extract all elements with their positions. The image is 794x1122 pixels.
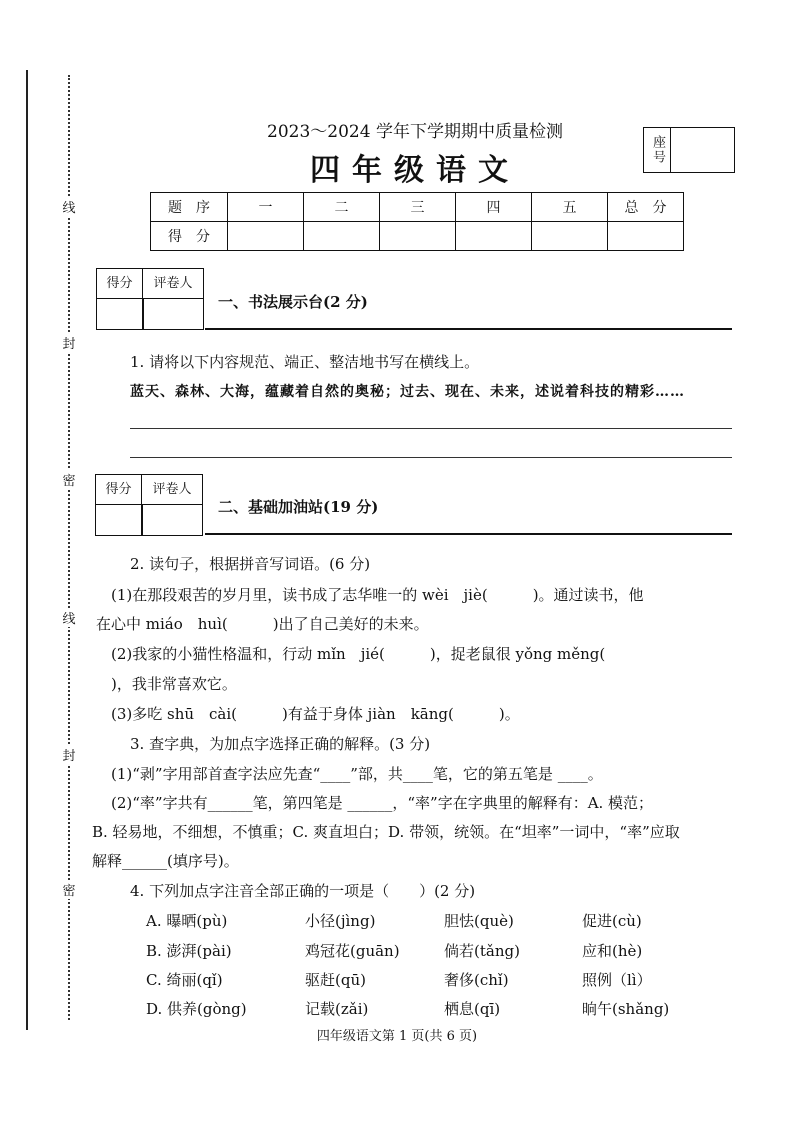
grader-divider	[142, 299, 144, 329]
seal-char: 封	[61, 333, 77, 352]
option-d-item: 栖息(qī)	[444, 1000, 501, 1018]
section-rule	[205, 533, 732, 535]
option-c-item: C. 绮丽(qǐ)	[146, 971, 223, 989]
question-text: 1. 请将以下内容规范、端正、整洁地书写在横线上。	[130, 353, 480, 371]
question-text: B. 轻易地，不细想，不慎重；C. 爽直坦白；D. 带领，统领。在“坦率”一词中，“率”应取	[92, 823, 680, 841]
question-text: )，我非常喜欢它。	[96, 675, 237, 693]
seal-dotted-line	[68, 75, 70, 1020]
seal-char: 封	[61, 745, 77, 764]
grader-reviewer-label: 评卷人	[143, 269, 203, 299]
option-a-item: A. 曝晒(pù)	[146, 912, 228, 930]
writing-line[interactable]	[130, 428, 732, 429]
question-text: (2)“率”字共有______笔，第四笔是 ______，“率”字在字典里的解释有：A. 模范；	[96, 794, 654, 812]
option-a-item: 促进(cù)	[582, 912, 642, 930]
option-b-item: 倘若(tǎng)	[444, 942, 520, 960]
score-cell[interactable]	[228, 222, 304, 251]
option-b-item: 应和(hè)	[582, 942, 643, 960]
option-d-item: D. 供养(gòng)	[146, 1000, 247, 1018]
section-title: 二、基础加油站(19 分)	[218, 498, 379, 516]
table-header-cell: 二	[304, 193, 380, 222]
seal-char: 密	[61, 470, 77, 489]
score-cell[interactable]	[608, 222, 684, 251]
question-text: (2)我家的小猫性格温和，行动 mǐn jié( )，捉老鼠很 yǒng měng(	[96, 645, 606, 663]
table-header-cell: 得 分	[151, 222, 228, 251]
question-text: 解释______(填序号)。	[92, 852, 239, 870]
option-d-item: 晌午(shǎng)	[582, 1000, 670, 1018]
exam-title: 2023～2024 学年下学期期中质量检测	[267, 122, 563, 142]
writing-line[interactable]	[130, 457, 732, 458]
grader-box[interactable]	[95, 474, 203, 536]
score-cell[interactable]	[456, 222, 532, 251]
score-cell[interactable]	[380, 222, 456, 251]
grader-divider	[141, 505, 143, 535]
page-footer: 四年级语文第 1 页(共 6 页)	[316, 1029, 478, 1044]
score-cell[interactable]	[304, 222, 380, 251]
option-a-item: 胆怯(què)	[444, 912, 514, 930]
table-row	[151, 222, 684, 251]
section-title: 一、书法展示台(2 分)	[218, 293, 368, 311]
option-c-item: 照例（lì）	[582, 971, 652, 989]
grader-reviewer-label: 评卷人	[142, 475, 202, 505]
table-header-cell: 一	[228, 193, 304, 222]
table-header-cell: 四	[456, 193, 532, 222]
option-c-item: 驱赶(qū)	[305, 971, 366, 989]
seal-char: 线	[61, 608, 77, 627]
seal-char: 密	[61, 880, 77, 899]
question-text: 在心中 miáo huì( )出了自己美好的未来。	[96, 615, 429, 633]
grader-score-label: 得分	[97, 269, 143, 299]
seat-number-box[interactable]	[643, 127, 735, 173]
option-b-item: 鸡冠花(guān)	[305, 942, 400, 960]
table-row	[151, 193, 684, 222]
table-header-cell: 三	[380, 193, 456, 222]
score-table	[150, 192, 684, 251]
seal-char: 线	[61, 197, 77, 216]
handwriting-sample: 蓝天、森林、大海，蕴藏着自然的奥秘；过去、现在、未来，述说着科技的精彩……	[130, 384, 685, 400]
section-rule	[205, 328, 732, 330]
table-header-cell: 五	[532, 193, 608, 222]
question-text: 4. 下列加点字注音全部正确的一项是（ ）(2 分)	[130, 882, 476, 900]
option-d-item: 记载(zǎi)	[305, 1000, 369, 1018]
option-c-item: 奢侈(chǐ)	[444, 971, 509, 989]
seat-label: 座号	[644, 128, 671, 172]
grader-box[interactable]	[96, 268, 204, 330]
question-text: (1)在那段艰苦的岁月里，读书成了志华唯一的 wèi jiè( )。通过读书，他	[96, 586, 644, 604]
question-text: (1)“剥”字用部首查字法应先查“____”部，共____笔，它的第五笔是 ____。	[96, 765, 603, 783]
option-b-item: B. 澎湃(pài)	[146, 942, 232, 960]
question-text: 2. 读句子，根据拼音写词语。(6 分)	[130, 555, 371, 573]
score-cell[interactable]	[532, 222, 608, 251]
option-a-item: 小径(jìng)	[305, 912, 376, 930]
question-text: 3. 查字典，为加点字选择正确的解释。(3 分)	[130, 735, 431, 753]
grader-score-label: 得分	[96, 475, 142, 505]
question-text: (3)多吃 shū cài( )有益于身体 jiàn kāng( )。	[96, 705, 520, 723]
table-header-cell: 题 序	[151, 193, 228, 222]
subject-title: 四年级语文	[310, 153, 520, 188]
table-header-cell: 总 分	[608, 193, 684, 222]
binding-edge-line	[26, 70, 28, 1030]
